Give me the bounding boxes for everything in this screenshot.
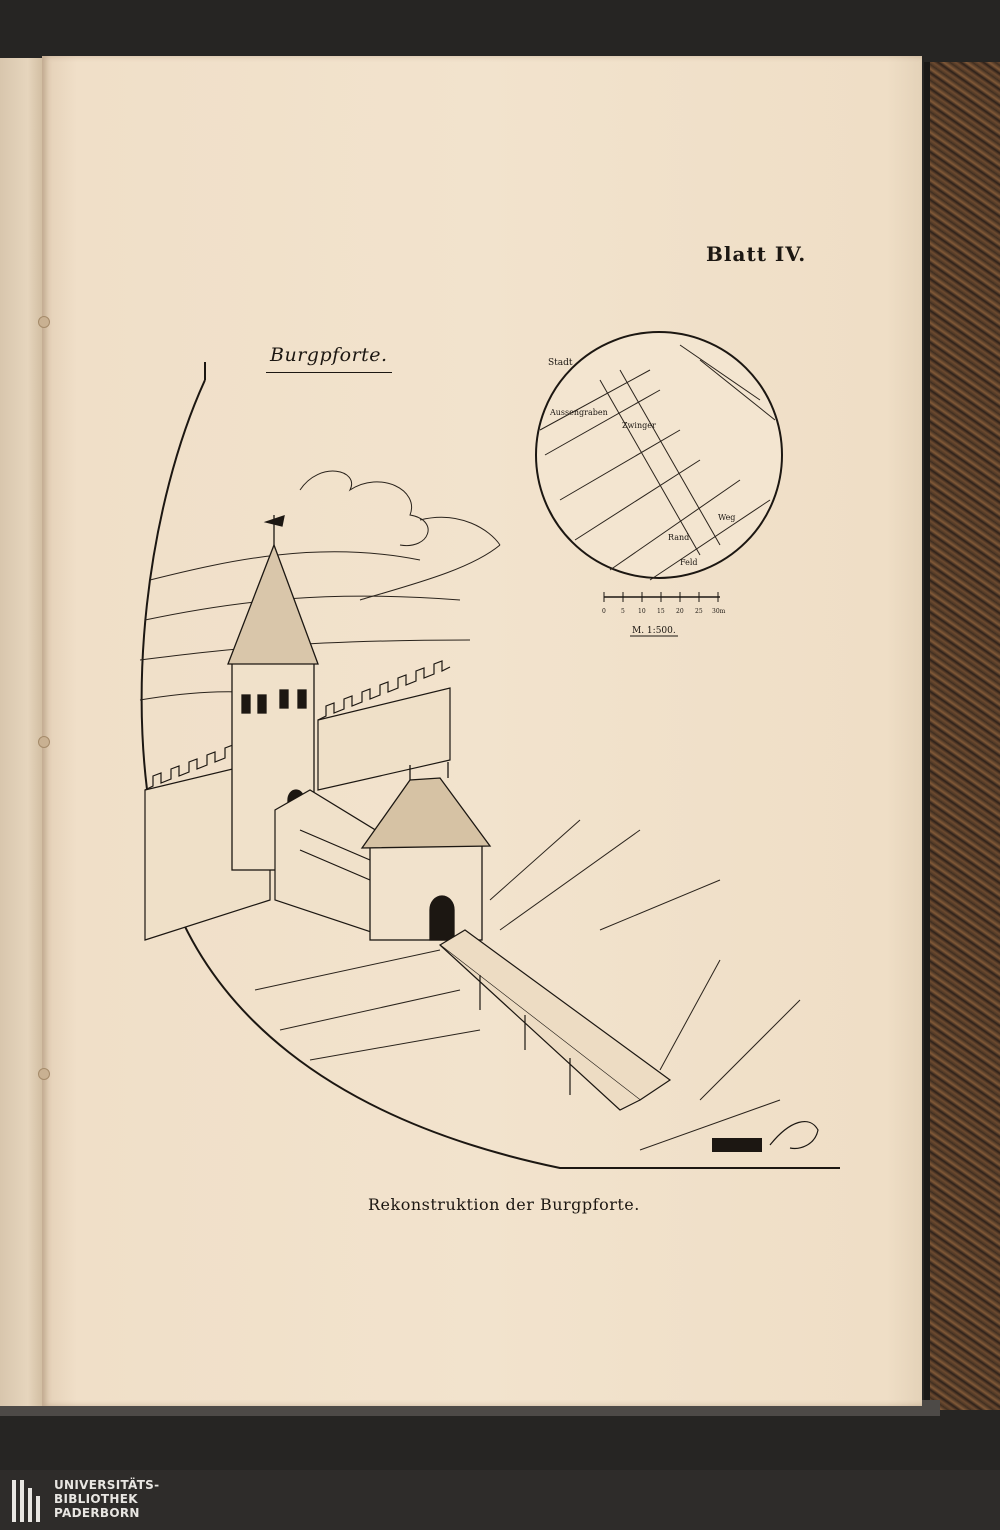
scale-tick-label: 30m xyxy=(712,608,726,615)
inset-label: Stadt xyxy=(548,358,573,368)
inset-label: Weg xyxy=(718,513,736,522)
plate-number: Blatt IV. xyxy=(706,242,807,266)
inset-label: Feld xyxy=(680,558,698,567)
scale-bar xyxy=(602,592,726,636)
scale-tick-label: 10 xyxy=(638,608,646,615)
artist-signature xyxy=(770,1122,818,1149)
scale-tick-label: 0 xyxy=(602,608,606,615)
inset-map-frame xyxy=(536,332,782,578)
inset-label: Zwinger xyxy=(622,421,656,430)
rear-castle-wall xyxy=(318,661,450,790)
scale-label: M. 1:500. xyxy=(632,626,676,636)
figure-caption: Rekonstruktion der Burgpforte. xyxy=(368,1195,640,1214)
library-name xyxy=(54,1478,159,1520)
scale-tick-label: 25 xyxy=(695,608,703,615)
library-name-line2: BIBLIOTHEK xyxy=(54,1492,138,1506)
inset-label: Rand xyxy=(668,533,690,542)
artist-monogram-block xyxy=(712,1138,762,1152)
library-logo-icon xyxy=(10,1478,46,1524)
inset-label: Aussengraben xyxy=(550,408,608,417)
scale-tick-label: 20 xyxy=(676,608,684,615)
library-name-line1: UNIVERSITÄTS- xyxy=(54,1478,160,1492)
scale-tick-label: 5 xyxy=(621,608,625,615)
sky-hatching xyxy=(140,471,500,700)
inset-map xyxy=(536,332,782,580)
drawing-title: Burgpforte. xyxy=(270,344,388,366)
bridge xyxy=(440,930,670,1110)
library-name-line3: PADERBORN xyxy=(54,1506,140,1520)
gate-house xyxy=(362,762,490,940)
scale-tick-label: 15 xyxy=(657,608,665,615)
